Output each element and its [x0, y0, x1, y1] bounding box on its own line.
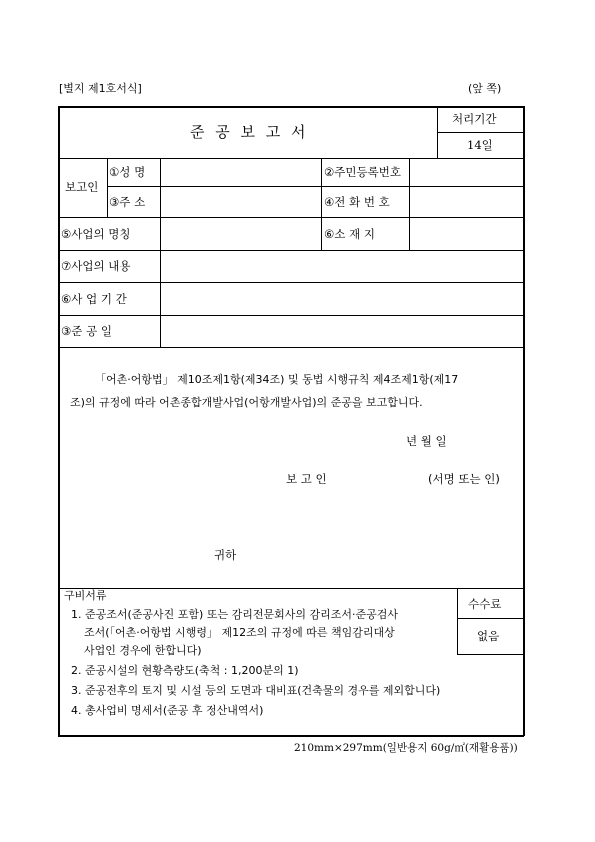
documents-top-line	[58, 588, 524, 589]
frame-top	[58, 106, 524, 108]
processing-period-value: 14일	[467, 138, 493, 152]
processing-mid-line	[437, 132, 524, 133]
signature-label: (서명 또는 인)	[428, 472, 500, 486]
document-item-3: 3. 준공전후의 토지 및 시설 등의 도면과 대비표(건축물의 경우를 제외합니다)	[71, 684, 441, 697]
right-label-divider	[409, 158, 410, 250]
documents-title: 구비서류	[64, 589, 107, 602]
document-item-4: 4. 총사업비 명세서(준공 후 정산내역서)	[71, 704, 264, 717]
location-label: ⑥소 재 지	[324, 227, 375, 241]
phone-label: ④전 화 번 호	[324, 195, 390, 209]
document-item-1-line-2: 조서(「어촌·어항법 시행령」 제12조의 규정에 따른 책임감리대상	[84, 626, 395, 639]
project-name-label: ⑤사업의 명칭	[61, 227, 131, 241]
row-line-1	[58, 158, 524, 159]
row-line-5	[58, 282, 524, 283]
project-period-label: ⑥사 업 기 간	[61, 292, 127, 306]
project-content-label: ⑦사업의 내용	[61, 259, 131, 273]
row-line-4	[58, 250, 524, 251]
address-label: ③주 소	[109, 195, 146, 209]
row-line-7	[58, 347, 524, 348]
fee-label: 수수료	[468, 597, 502, 611]
form-title: 준 공 보 고 서	[190, 123, 309, 141]
completion-date-label: ③준 공 일	[61, 324, 112, 338]
fee-bottom-line	[457, 654, 524, 655]
row-line-3	[58, 217, 524, 218]
label-value-divider	[160, 158, 161, 347]
mid-divider	[321, 158, 322, 250]
document-item-2: 2. 준공시설의 현황측량도(축척 : 1,200분의 1)	[71, 664, 299, 677]
addressee: 귀하	[214, 548, 237, 562]
frame-bottom	[58, 735, 524, 737]
fee-value: 없음	[477, 629, 500, 643]
document-item-1-line-3: 사업인 경우에 한합니다)	[84, 644, 202, 657]
row-line-2	[107, 186, 524, 187]
frame-left	[58, 106, 60, 736]
reporter-line-label: 보 고 인	[286, 472, 327, 486]
form-number: [별지 제1호서식]	[59, 82, 142, 95]
paper-spec: 210mm×297mm(일반용지 60g/㎡(재활용품))	[294, 742, 518, 754]
fee-divider	[457, 588, 458, 654]
name-label: ①성 명	[109, 165, 146, 179]
page-side-label: (앞 쪽)	[468, 82, 502, 95]
row-line-6	[58, 315, 524, 316]
frame-right	[523, 106, 525, 736]
reporter-group-label: 보고인	[65, 180, 99, 194]
statement-line-2: 조)의 규정에 따라 어촌종합개발사업(어항개발사업)의 준공을 보고합니다.	[70, 396, 423, 409]
fee-mid-line	[457, 618, 524, 619]
document-item-1-line-1: 1. 준공조서(준공사진 포함) 또는 감리전문회사의 감리조서·준공검사	[71, 608, 398, 621]
rrn-label: ②주민등록번호	[324, 165, 401, 179]
processing-period-label: 처리기간	[452, 112, 497, 126]
report-date: 년 월 일	[406, 434, 447, 448]
reporter-group-divider	[107, 158, 108, 217]
statement-line-1: 「어촌·어항법」 제10조제1항(제34조) 및 동법 시행규칙 제4조제1항(제17	[95, 373, 459, 386]
